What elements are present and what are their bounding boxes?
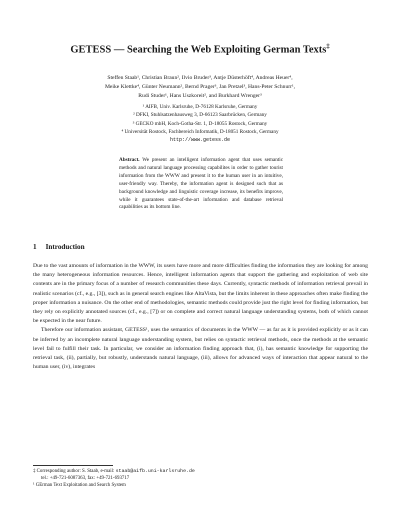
abstract-text: We present an intelligent information agent that uses semantic methods and natural language processing capabilites in order to gather tourist information from the WWW and present it to the human user in an intuitive, user-friendly way. Thereby, the information agent is designed such that as background knowledge and linguistic coverage increase, its benefits improve, while it guarantees state-of-the-art information and database retrieval capabilities as its bottom line. [119, 157, 284, 211]
affiliation: ⁴ Universität Rostock, Fachbereich Informatik, D-18051 Rostock, Germany [121, 128, 279, 135]
paper-title [60, 40, 340, 57]
footnotes [33, 465, 368, 490]
affiliation: ¹ AIFB, Univ. Karlsruhe, D-76128 Karlsruhe, Germany [142, 104, 258, 110]
section-number: 1 [33, 243, 37, 251]
abstract-label: Abstract. [119, 157, 140, 163]
section-heading [33, 243, 85, 251]
footnote-contact: tel.: +49-721-6087363, fax: +49-721-693717 [41, 476, 130, 482]
footnote-rule [33, 465, 113, 466]
title-footnote-mark: ‡ [326, 43, 330, 50]
email-link[interactable]: staab@aifb.uni-karlsruhe.de [115, 469, 195, 474]
paper-title-text: GETESS — Searching the Web Exploiting German Texts [70, 44, 327, 56]
author-line: Steffen Staab¹, Christian Braun², Ilvio Bruder³, Antje Düsterhöft⁴, Andreas Heuer⁴, [107, 75, 293, 81]
author-line: Meike Klettke⁴, Günter Neumann², Bernd Prager³, Jan Pretzel³, Hans-Peter Schnurr¹, [104, 84, 296, 90]
project-url[interactable]: http://www.getess.de [169, 137, 230, 144]
body-paragraph: Therefore our information assistant, GETESS¹, uses the semantics of documents in the WWW — as far as it is provided explicitly or as it can be inferred by an incomplete natural language understanding system, but relies on syntactic retrieval methods, once the methods at the semantic level fail to fulfill their task. In particular, we consider an information finding approach that, (i), has semantic knowledge for supporting the retrieval task, (ii), partially, but robustly, understands natural language, (iii), allows for advanced ways of interaction that appear natural to the human user, (iv), integrates [33, 327, 368, 371]
author-list [70, 74, 330, 101]
footnote-text: ‡ Corresponding author: S. Staab, e-mail: [33, 469, 116, 474]
abstract [119, 157, 283, 212]
affiliation: ² DFKI, Stuhlsatzenhausweg 3, D-66123 Saarbrücken, Germany [133, 112, 267, 119]
footnote-corresponding-author [33, 468, 368, 475]
section-title: Introduction [45, 243, 85, 251]
body-text [33, 262, 368, 372]
body-paragraph: Due to the vast amounts of information in the WWW, its users have more and more difficulties finding the information they are looking for among the many heterogeneous information resources. Hence, intelligent information agents that support the gathering and exploitation of web site contents are in the primary focus of a number of research communities these days. Currently, syntactic methods of information retrieval prevail in realistic scenarios (cf., e.g., [3]), such as in general search engines like AltaVista, but the limits inherent in these approaches often make finding the proper information a nuisance. On the other end of methodologies, semantic methods could provide just the right level for finding information, but they rely on explicitly annotated sources (cf., e.g., [7]) or on complete and correct natural language understanding systems, both of which cannot be expected in the near future. [33, 263, 368, 325]
affiliation: ³ GECKO mbH, Koch-Gotha-Str. 1, D-18055 Rostock, Germany [132, 120, 268, 127]
affiliation-list [100, 103, 300, 144]
author-line: Rudi Studer¹, Hans Uszkoreit², and Burkhard Wrenger³ [138, 93, 262, 99]
footnote-acronym: ¹ GErman Text Exploitation and Search System [33, 483, 126, 489]
